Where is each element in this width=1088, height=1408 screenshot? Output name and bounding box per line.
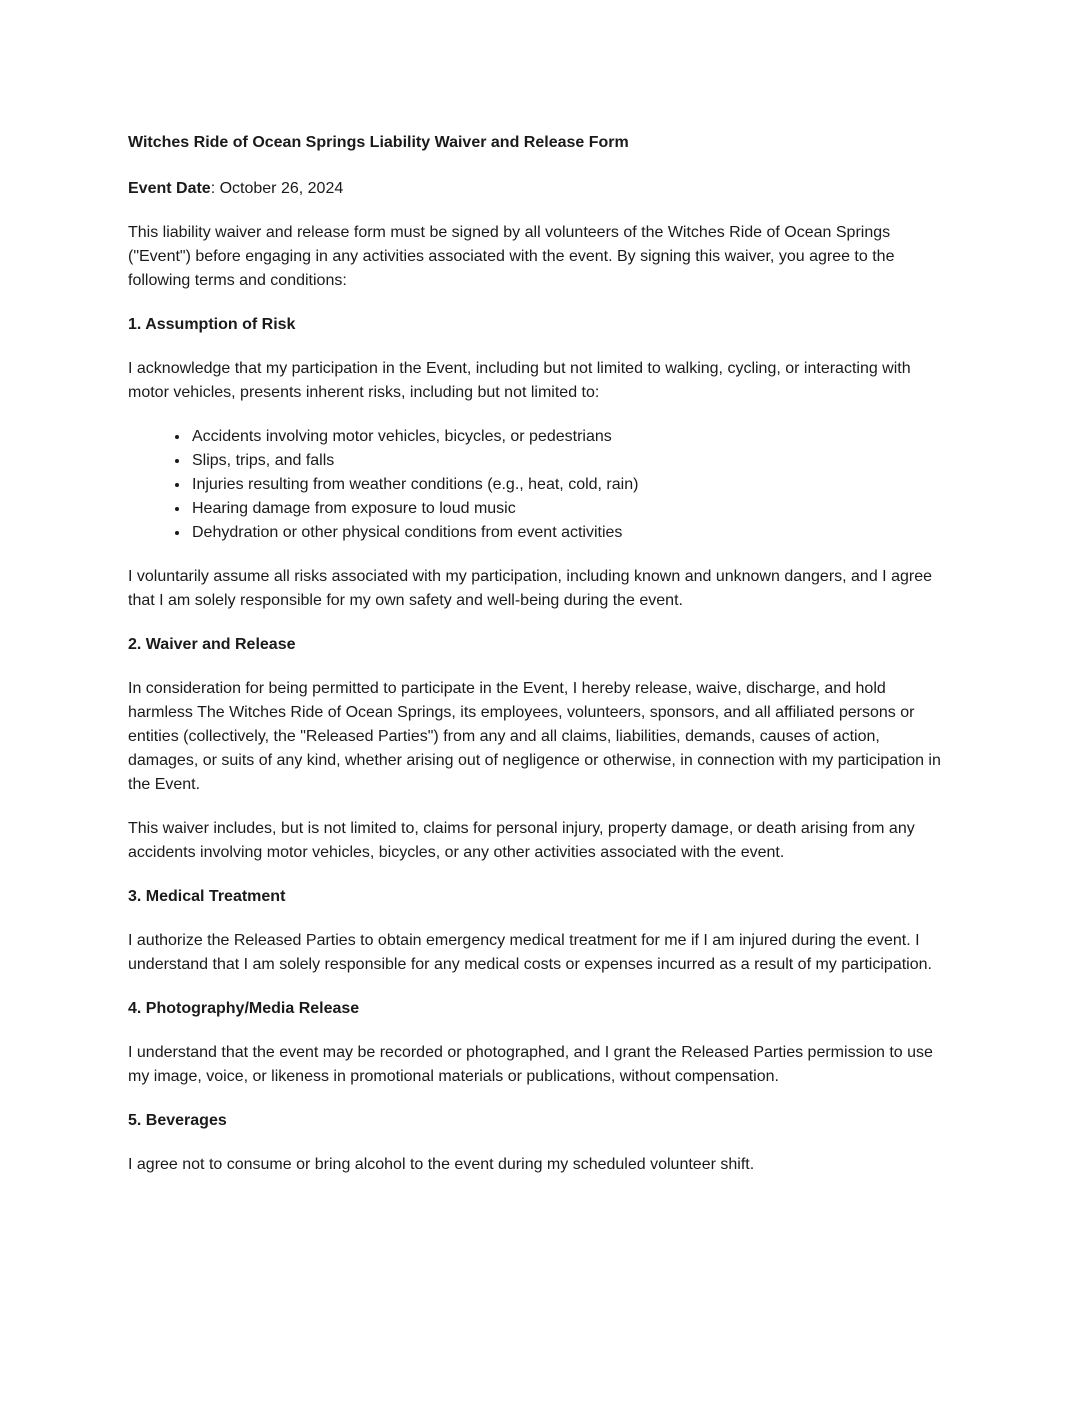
section-heading-assumption-of-risk: 1. Assumption of Risk xyxy=(128,316,296,333)
section-heading-beverages: 5. Beverages xyxy=(128,1112,227,1129)
risk-list-item: • Accidents involving motor vehicles, bicycles, or pedestrians xyxy=(190,425,952,449)
event-date-label: Event Date xyxy=(128,180,211,197)
risk-list-item: • Dehydration or other physical conditions from event activities xyxy=(190,521,952,545)
section4-paragraph-1: I understand that the event may be recorded or photographed, and I grant the Released Parties permission to use my image, voice, or likeness in promotional materials or publications, without compensation. xyxy=(128,1044,933,1085)
event-date-line xyxy=(128,177,952,201)
section-heading-medical-treatment: 3. Medical Treatment xyxy=(128,888,286,905)
section3-paragraph-1: I authorize the Released Parties to obtain emergency medical treatment for me if I am injured during the event. I understand that I am solely responsible for any medical costs or expenses incurred as a result of my participation. xyxy=(128,932,932,973)
risk-list-item: • Injuries resulting from weather conditions (e.g., heat, cold, rain) xyxy=(190,473,952,497)
risk-list-item: • Slips, trips, and falls xyxy=(190,449,952,473)
section2-paragraph-1: In consideration for being permitted to participate in the Event, I hereby release, waive, discharge, and hold harmless The Witches Ride of Ocean Springs, its employees, volunteers, sponsors, and all affiliated persons or entities (collectively, the "Released Parties") from any and all claims, liabilities, demands, causes of action, damages, or suits of any kind, whether arising out of negligence or otherwise, in connection with my participation in the Event. xyxy=(128,680,941,793)
section-heading-waiver-and-release: 2. Waiver and Release xyxy=(128,636,296,653)
risk-bullet-list xyxy=(128,425,952,545)
section-heading-photography-media-release: 4. Photography/Media Release xyxy=(128,1000,360,1017)
section5-paragraph-1: I agree not to consume or bring alcohol to the event during my scheduled volunteer shift. xyxy=(128,1156,755,1173)
section1-paragraph-1: I acknowledge that my participation in the Event, including but not limited to walking, cycling, or interacting with motor vehicles, presents inherent risks, including but not limited to: xyxy=(128,360,911,401)
event-date-value: : October 26, 2024 xyxy=(210,180,344,197)
intro-paragraph: This liability waiver and release form must be signed by all volunteers of the Witches Ride of Ocean Springs ("Event") before engaging in any activities associated with the event. By signing this waiver, you agree to the following terms and conditions: xyxy=(128,224,895,289)
document-title: Witches Ride of Ocean Springs Liability Waiver and Release Form xyxy=(128,134,629,151)
risk-list-item: • Hearing damage from exposure to loud music xyxy=(190,497,952,521)
section1-paragraph-2: I voluntarily assume all risks associated with my participation, including known and unknown dangers, and I agree that I am solely responsible for my own safety and well-being during the event. xyxy=(128,568,932,609)
section2-paragraph-2: This waiver includes, but is not limited to, claims for personal injury, property damage, or death arising from any accidents involving motor vehicles, bicycles, or any other activities associated with the event. xyxy=(128,820,915,861)
